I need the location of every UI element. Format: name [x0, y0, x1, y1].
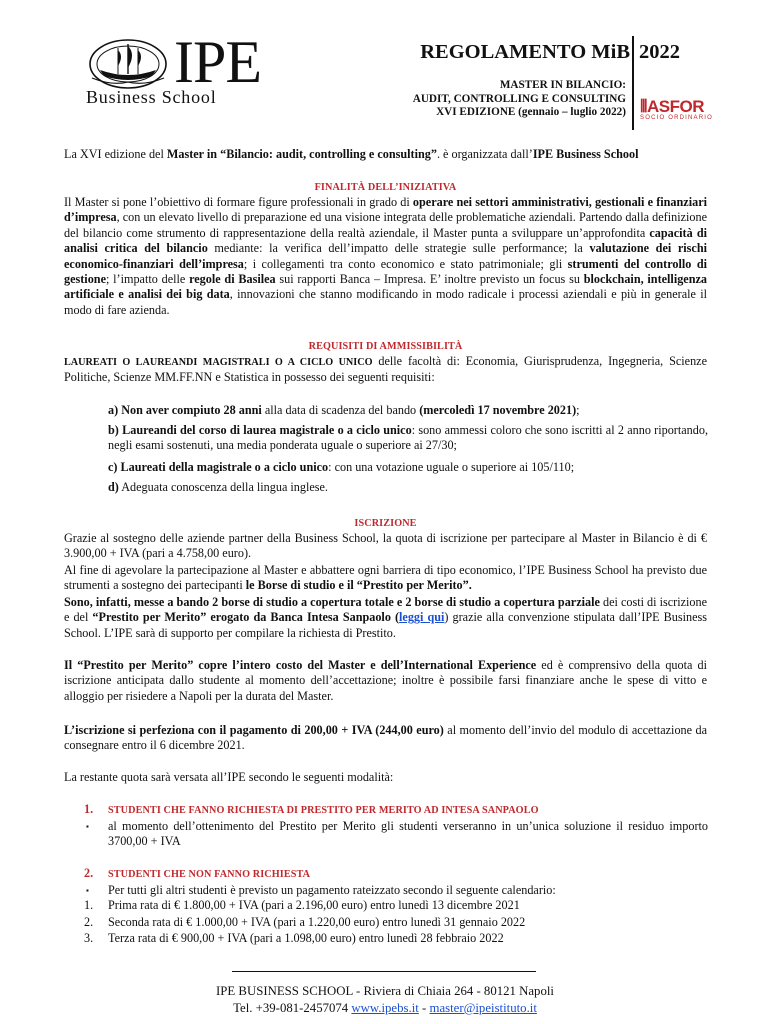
intro-master-name: Master in “Bilancio: audit, controlling e consulting”: [166, 147, 437, 161]
iscrizione-bold: “Prestito per Merito” erogato da Banca Intesa Sanpaolo: [92, 610, 391, 625]
finalita-bold: valutazione dei rischi economico-finanziari dell’impresa: [64, 241, 707, 271]
intro-school-name: IPE Business School: [532, 147, 639, 161]
finalita-text: , con un elevato livello di preparazione ed una visione integrata delle problematiche aziendali. Partendo dalla definizione del bilancio come strumento di rappresentazione della realtà aziendale, il Master punta a sviluppare un’approfondita: [64, 210, 707, 240]
finalita-bold: capacità di analisi critica del bilancio: [64, 225, 707, 256]
finalita-text: Il Master si pone l’obiettivo di formare figure professionali in grado di: [64, 195, 413, 209]
requisito-b-bold: b) Laureandi del corso di laurea magistrale o a ciclo unico: [108, 423, 412, 437]
finalita-paragraph: [64, 195, 707, 318]
iscrizione-bold: Sono, infatti, messe a bando 2 borse di studio a copertura totale e 2 borse di studio a copertura parziale: [64, 595, 600, 609]
modalita-2-title: STUDENTI CHE NON FANNO RICHIESTA: [108, 869, 311, 880]
rata-1: Prima rata di € 1.800,00 + IVA (pari a 2.196,00 euro) entro lunedì 13 dicembre 2021: [108, 898, 520, 912]
asfor-logo: [640, 98, 720, 124]
intro-paragraph: [64, 147, 707, 162]
finalita-bold: blockchain, intelligenza artificiale e analisi dei big data: [64, 272, 707, 302]
finalita-text: ; l’impatto delle: [105, 272, 190, 287]
iscrizione-bold: (: [390, 610, 400, 625]
modalita-2-text: Per tutti gli altri studenti è previsto un pagamento rateizzato secondo il seguente calendario:: [108, 883, 556, 897]
section-title-finalita: FINALITÀ DELL’INIZIATIVA: [314, 182, 457, 193]
requisito-d-text: Adeguata conoscenza della lingua inglese.: [118, 480, 328, 494]
requisiti-lead: LAUREATI O LAUREANDI MAGISTRALI O A CICLO UNICO: [64, 357, 373, 368]
finalita-text: , innovazioni che stanno modificando in modo radicale i processi aziendali e più in generale il modo di fare azienda.: [64, 287, 707, 317]
iscrizione-paragraph-4: [64, 658, 707, 704]
requisito-c: [108, 460, 708, 475]
subtitle-line-1: MASTER IN BILANCIO:: [499, 79, 626, 91]
iscrizione-text: ed è comprensivo della quota di iscrizione anticipata dallo studente al momento dell’accettazione; inoltre è possibile farsi finanziare anche le spese di vitto e alloggio per risiedere a Napoli per la durata del Master.: [64, 658, 707, 703]
requisito-a-end: ;: [576, 403, 580, 417]
iscrizione-paragraph-1: Grazie al sostegno delle aziende partner della Business School, la quota di iscrizione per partecipare al Master in Bilancio è di € 3.900,00 + IVA (pari a 4.758,00 euro).: [64, 531, 707, 561]
bullet-icon: ▪: [86, 822, 89, 831]
modalita-1-text: al momento dell’ottenimento del Prestito per Merito gli studenti verseranno in un’unica soluzione il residuo importo 3700,00 + IVA: [108, 819, 708, 849]
leggi-qui-link[interactable]: leggi qui: [399, 610, 445, 625]
requisito-b: [108, 423, 708, 454]
requisito-d-bold: d): [108, 480, 119, 494]
iscrizione-text: al momento dell’invio del modulo di accettazione da consegnare entro il 6 dicembre 2021.: [64, 723, 707, 753]
asfor-logo-mark: ⦀ASFOR: [640, 97, 704, 116]
section-title-requisiti: REQUISITI DI AMMISSIBILITÀ: [308, 341, 463, 352]
iscrizione-paragraph-5: [64, 723, 707, 754]
footer-separator: -: [418, 1001, 430, 1015]
requisito-c-bold: c) Laureati della magistrale o a ciclo unico: [108, 460, 329, 474]
iscrizione-bold: le Borse di studio e il “Prestito per Merito”.: [245, 578, 472, 593]
subtitle-line-3: XVI EDIZIONE (gennaio – luglio 2022): [436, 106, 626, 118]
ipe-logo: [82, 29, 272, 108]
requisiti-text: delle facoltà di: Economia, Giurisprudenza, Ingegneria, Scienze Politiche, Scienze MM.FF.NN e Statistica in possesso dei seguenti requisiti:: [64, 354, 707, 385]
requisito-a: [108, 403, 708, 418]
rata-1-number: 1.: [84, 898, 94, 912]
iscrizione-paragraph-6: La restante quota sarà versata all’IPE secondo le seguenti modalità:: [64, 770, 394, 784]
header-divider: [632, 36, 634, 130]
section-title-iscrizione: ISCRIZIONE: [354, 518, 417, 529]
iscrizione-text: ) grazie alla convenzione stipulata dall’IPE Business School. L’IPE sarà di supporto per compilare la richiesta di Prestito.: [64, 610, 707, 640]
requisito-d: [108, 480, 708, 495]
finalita-bold: regole di Basilea: [189, 272, 276, 287]
iscrizione-text: dei costi di iscrizione e del: [64, 595, 707, 625]
finalita-bold: strumenti del controllo di gestione: [64, 256, 707, 287]
finalita-text: mediante: la verifica dell’impatto delle strategie sulle performance; la: [207, 241, 590, 256]
requisiti-paragraph: [64, 354, 707, 386]
logo-business-school-text: Business School: [86, 87, 217, 107]
finalita-text: ; i collegamenti tra conto economico e stato patrimoniale; gli: [243, 256, 568, 271]
document-title: REGOLAMENTO MiB: [420, 41, 630, 63]
requisito-c-text: : con una votazione uguale o superiore ai 105/110;: [328, 460, 575, 474]
document-year: 2022: [639, 41, 680, 63]
modalita-1-number: 1.: [84, 802, 94, 816]
iscrizione-bold: Il “Prestito per Merito” copre l’intero costo del Master e dell’International Experience: [64, 658, 537, 672]
finalita-text: sui rapporti Banca – Impresa. E’ inoltre previsto un focus su: [275, 272, 584, 287]
bullet-icon: ▪: [86, 886, 89, 895]
iscrizione-paragraph-2: [64, 563, 707, 594]
logo-ipe-text: IPE: [174, 29, 261, 95]
intro-text: La XVI edizione del: [64, 147, 167, 161]
iscrizione-text: Al fine di agevolare la partecipazione al Master e abbattere ogni barriera di tipo economico, l’IPE Business School ha previsto due strumenti a sostegno dei partecipanti: [64, 563, 707, 593]
requisito-a-date: (mercoledì 17 novembre 2021): [419, 403, 577, 417]
footer-divider: [232, 971, 536, 972]
asfor-logo-subtitle: SOCIO ORDINARIO: [640, 115, 714, 121]
modalita-2-number: 2.: [84, 866, 94, 880]
asfor-logo-text: ASFOR: [646, 97, 704, 116]
rata-3: Terza rata di € 900,00 + IVA (pari a 1.098,00 euro) entro lunedì 28 febbraio 2022: [108, 931, 504, 945]
intro-text: . è organizzata dall’: [436, 147, 533, 161]
rata-3-number: 3.: [84, 931, 94, 945]
footer-contacts: [0, 1001, 770, 1016]
requisito-b-text: : sono ammessi coloro che sono iscritti al 2 anno riportando, negli esami sostenuti, una media ponderata uguale o superiore ai 27/30;: [108, 423, 708, 453]
rata-2-number: 2.: [84, 915, 94, 929]
finalita-bold: operare nei settori amministrativi, gestionali e finanziari d’impresa: [64, 195, 707, 225]
requisito-a-bold: a) Non aver compiuto 28 anni: [108, 403, 262, 417]
iscrizione-paragraph-3: [64, 595, 707, 641]
footer-phone: Tel. +39-081-2457074: [233, 1001, 352, 1015]
document-subtitle: [330, 79, 626, 120]
iscrizione-bold: L’iscrizione si perfeziona con il pagamento di 200,00 + IVA (244,00 euro): [64, 723, 444, 737]
footer-address: IPE BUSINESS SCHOOL - Riviera di Chiaia 264 - 80121 Napoli: [216, 984, 554, 998]
footer-website-link[interactable]: www.ipebs.it: [351, 1001, 419, 1015]
requisito-a-text: alla data di scadenza del bando: [261, 403, 420, 417]
modalita-1-title: STUDENTI CHE FANNO RICHIESTA DI PRESTITO PER MERITO AD INTESA SANPAOLO: [108, 805, 539, 816]
rata-2: Seconda rata di € 1.000,00 + IVA (pari a 1.220,00 euro) entro lunedì 31 gennaio 2022: [108, 915, 526, 929]
subtitle-line-2: AUDIT, CONTROLLING E CONSULTING: [412, 92, 626, 105]
footer-email-link[interactable]: master@ipeistituto.it: [429, 1001, 537, 1015]
